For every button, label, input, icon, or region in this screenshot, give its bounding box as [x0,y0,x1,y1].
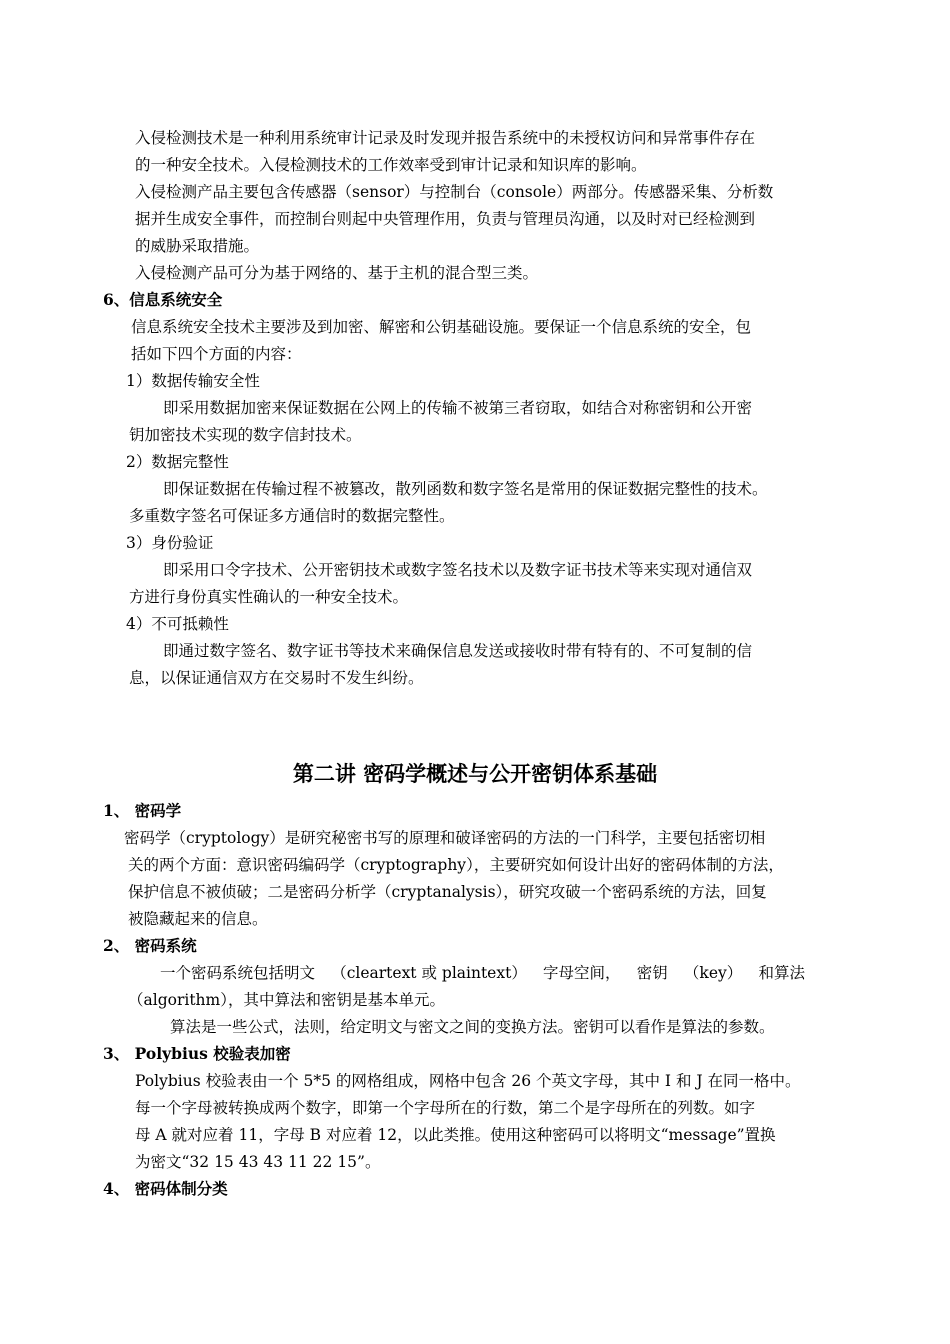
paragraph-line: 关的两个方面：意识密码编码学（cryptography），主要研究如何设计出好的密码体制的方法， [128,856,784,874]
text-span: 一个密码系统包括明文 [160,964,316,982]
paragraph-line: 被隐藏起来的信息。 [128,910,268,928]
text-span: （cleartext 或 plaintext） [331,964,527,982]
paragraph-line: 钥加密技术实现的数字信封技术。 [129,426,362,444]
section-heading: 1、 密码学 [103,801,182,820]
paragraph-line: 入侵检测产品主要包含传感器（sensor）与控制台（console）两部分。传感器采集、分析数 [135,183,774,201]
paragraph-line [160,963,805,983]
lecture-title: 第二讲 密码学概述与公开密钥体系基础 [292,761,658,786]
paragraph-line: Polybius 校验表由一个 5*5 的网格组成，网格中包含 26 个英文字母，其中 I 和 J 在同一格中。 [135,1072,801,1090]
list-item-label: 4）不可抵赖性 [126,615,229,633]
section-heading: 2、 密码系统 [103,936,197,955]
paragraph-line: 算法是一些公式，法则，给定明文与密文之间的变换方法。密钥可以看作是算法的参数。 [170,1018,775,1036]
section-heading: 4、 密码体制分类 [103,1179,228,1198]
text-span: 和算法 [758,964,805,982]
section-heading: 3、 Polybius 校验表加密 [103,1044,291,1063]
paragraph-line: 的一种安全技术。入侵检测技术的工作效率受到审计记录和知识库的影响。 [135,156,647,174]
paragraph-line: 的威胁采取措施。 [135,237,260,255]
paragraph-line: 信息系统安全技术主要涉及到加密、解密和公钥基础设施。要保证一个信息系统的安全，包 [131,318,752,336]
text-span: 字母空间， [543,964,621,982]
paragraph-line: 即保证数据在传输过程不被篡改，散列函数和数字签名是常用的保证数据完整性的技术。 [163,480,768,498]
paragraph-line: 即通过数字签名、数字证书等技术来确保信息发送或接收时带有特有的、不可复制的信 [163,642,753,660]
paragraph-line: 即采用口令字技术、公开密钥技术或数字签名技术以及数字证书技术等来实现对通信双 [163,561,753,579]
paragraph-line: 括如下四个方面的内容： [131,345,302,363]
paragraph-line: 保护信息不被侦破；二是密码分析学（cryptanalysis），研究攻破一个密码系统的方法，回复 [128,883,767,901]
paragraph-line: 入侵检测产品可分为基于网络的、基于主机的混合型三类。 [135,264,539,282]
list-item-label: 2）数据完整性 [126,453,229,471]
paragraph-line: 入侵检测技术是一种利用系统审计记录及时发现并报告系统中的未授权访问和异常事件存在 [135,129,756,147]
paragraph-line: 方进行身份真实性确认的一种安全技术。 [129,588,409,606]
paragraph-line: 为密文“32 15 43 43 11 22 15”。 [135,1153,381,1171]
list-item-label: 3）身份验证 [126,534,214,552]
paragraph-line: 每一个字母被转换成两个数字，即第一个字母所在的行数，第二个是字母所在的列数。如字 [135,1099,756,1117]
paragraph-line: 母 A 就对应着 11，字母 B 对应着 12，以此类推。使用这种密码可以将明文“message”置换 [135,1126,776,1144]
list-item-label: 1）数据传输安全性 [126,372,260,390]
section-heading: 6、信息系统安全 [103,290,223,309]
paragraph-line: （algorithm），其中算法和密钥是基本单元。 [128,991,445,1009]
paragraph-line: 即采用数据加密来保证数据在公网上的传输不被第三者窃取，如结合对称密钥和公开密 [163,399,753,417]
paragraph-line: 据并生成安全事件，而控制台则起中央管理作用，负责与管理员沟通，以及时对已经检测到 [135,210,756,228]
paragraph-line: 密码学（cryptology）是研究秘密书写的原理和破译密码的方法的一门科学，主要包括密切相 [124,829,766,847]
text-span: （key） [683,964,743,982]
paragraph-line: 多重数字签名可保证多方通信时的数据完整性。 [129,507,455,525]
paragraph-line: 息，以保证通信双方在交易时不发生纠纷。 [129,669,424,687]
text-span: 密钥 [636,964,668,982]
